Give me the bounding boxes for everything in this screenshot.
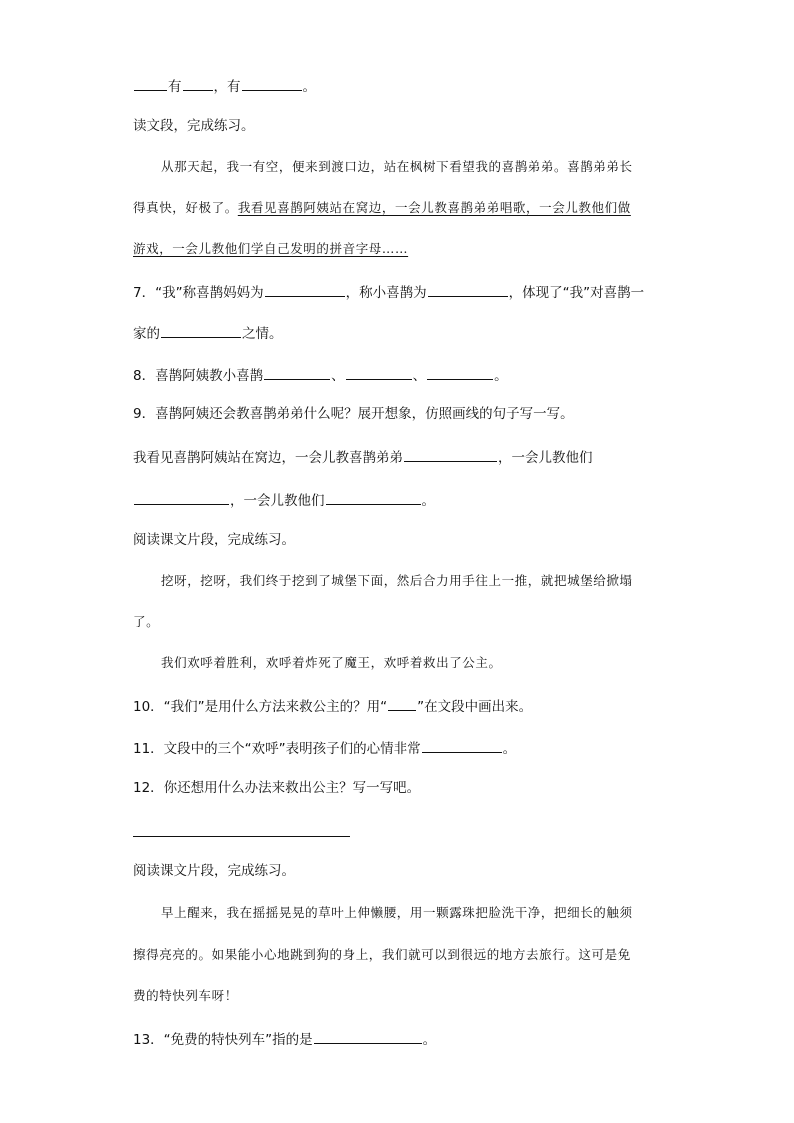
answer-line[interactable]: [133, 836, 350, 837]
blank[interactable]: [346, 365, 412, 380]
passage-line: 早上醒来，我在摇摇晃晃的草叶上伸懒腰，用一颗露珠把脸洗干净，把细长的触须: [161, 905, 633, 920]
underlined-sentence: 游戏，一会儿教他们学自己发明的拼音字母……: [133, 241, 409, 256]
question-8: 8．喜鹊阿姨教小喜鹊 、 、 。: [133, 365, 508, 385]
question-9: 9．喜鹊阿姨还会教喜鹊弟弟什么呢？展开想象，仿照画线的句子写一写。: [133, 406, 574, 422]
section-instruction: 读文段，完成练习。: [133, 118, 255, 134]
fill-line-top: 有 ，有 。: [133, 76, 316, 96]
blank[interactable]: [388, 696, 416, 711]
question-9-line: ，一会儿教他们 。: [133, 490, 435, 510]
blank[interactable]: [427, 365, 493, 380]
passage-line: 得真快，好极了。我看见喜鹊阿姨站在窝边，一会儿教喜鹊弟弟唱歌，一会儿教他们做: [133, 200, 631, 215]
question-10: 10．“我们”是用什么方法来救公主的？用“ ”在文段中画出来。: [133, 696, 532, 716]
blank[interactable]: [134, 490, 229, 505]
question-12: 12．你还想用什么办法来救出公主？写一写吧。: [133, 780, 421, 796]
passage-line: 从那天起，我一有空，便来到渡口边，站在枫树下看望我的喜鹊弟弟。喜鹊弟弟长: [161, 159, 633, 174]
passage-line: 我们欢呼着胜利，欢呼着炸死了魔王，欢呼着救出了公主。: [161, 655, 502, 670]
passage-line: [133, 240, 408, 258]
blank[interactable]: [326, 490, 421, 505]
passage-line: 挖呀，挖呀，我们终于挖到了城堡下面，然后合力用手往上一推，就把城堡给掀塌: [161, 573, 633, 588]
section-instruction: 阅读课文片段，完成练习。: [133, 532, 295, 548]
blank[interactable]: [161, 323, 241, 338]
blank[interactable]: [183, 76, 213, 91]
blank[interactable]: [265, 282, 345, 297]
question-9-line: 我看见喜鹊阿姨站在窝边，一会儿教喜鹊弟弟 ，一会儿教他们: [133, 447, 593, 467]
passage-line: 了。: [133, 614, 160, 629]
blank[interactable]: [428, 282, 508, 297]
blank[interactable]: [422, 738, 502, 753]
blank[interactable]: [314, 1029, 422, 1044]
passage-line: 擦得亮亮的。如果能小心地跳到狗的身上，我们就可以到很远的地方去旅行。这可是免: [133, 947, 631, 962]
passage-line: 费的特快列车呀！: [133, 988, 238, 1003]
section-instruction: 阅读课文片段，完成练习。: [133, 863, 295, 879]
question-7: 7．“我”称喜鹊妈妈为 ，称小喜鹊为 ，体现了“我”对喜鹊一: [133, 282, 644, 302]
question-11: 11．文段中的三个“欢呼”表明孩子们的心情非常 。: [133, 738, 516, 758]
blank[interactable]: [264, 365, 330, 380]
blank[interactable]: [242, 76, 302, 91]
blank[interactable]: [134, 76, 167, 91]
blank[interactable]: [404, 447, 497, 462]
question-7-cont: 家的 之情。: [133, 323, 283, 343]
underlined-sentence: 我看见喜鹊阿姨站在窝边，一会儿教喜鹊弟弟唱歌，一会儿教他们做: [237, 200, 631, 215]
question-13: 13．“免费的特快列车”指的是 。: [133, 1029, 436, 1049]
